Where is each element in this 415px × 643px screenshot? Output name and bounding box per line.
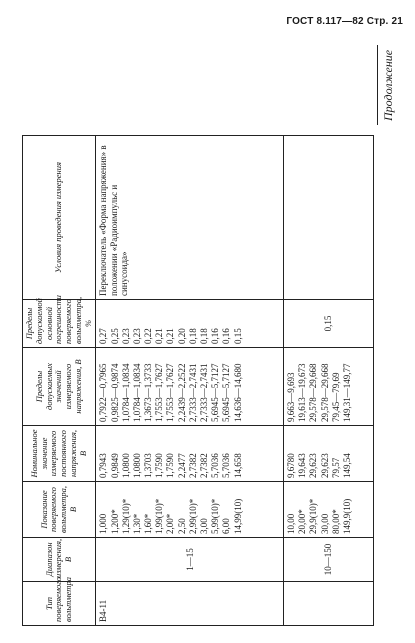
- table-cell-value: 2,7333—2,7431: [199, 363, 210, 422]
- table-cell-value: 0,16: [221, 328, 232, 344]
- table-row-group-1: [96, 136, 284, 626]
- cell-errors-group-1: [96, 300, 284, 348]
- table-cell-value: 0,21: [154, 328, 165, 344]
- table-cell-value: 0,9849: [109, 453, 120, 478]
- table-cell-value: 0,27: [98, 328, 109, 344]
- table-cell-value: 5,6945—5,7127: [210, 363, 221, 422]
- table-cell-value: 9,663—9,693: [286, 372, 297, 422]
- table-cell-value: 0,25: [109, 328, 120, 344]
- table-cell-value: 149,31—149,77: [341, 363, 352, 422]
- table-cell-value: 0,7943: [98, 453, 109, 478]
- table-cell-value: 1,3673—1,3733: [143, 363, 154, 422]
- cell-readings-group-2: [284, 482, 374, 538]
- table-cell-value: 79,57: [330, 457, 341, 478]
- table-cell-value: 2,50: [176, 518, 187, 534]
- table-cell-value: 80,00*: [330, 509, 341, 534]
- table-cell-value: 20,00*: [297, 509, 308, 534]
- table-cell-value: 0,23: [131, 328, 142, 344]
- table-cell-value: 1,7553—1,7627: [165, 363, 176, 422]
- page-header: ГОСТ 8.117—82 Стр. 21: [286, 16, 403, 27]
- table-cell-value: 29,623: [308, 453, 319, 478]
- table-cell-value: 5,99(10)*: [210, 498, 221, 534]
- table-cell-value: 0,22: [143, 328, 154, 344]
- table-cell-value: 6,00: [221, 518, 232, 534]
- table-cell-value: 2,2439—2,2522: [176, 363, 187, 422]
- table-cell-value: 19,643: [297, 453, 308, 478]
- cell-readings-group-1: [96, 482, 284, 538]
- table-row-group-2: [284, 136, 374, 626]
- continuation-label: [377, 45, 394, 125]
- table-cell-value: 1,3703: [143, 453, 154, 478]
- table-cell-value: 29,9(10)*: [308, 498, 319, 534]
- table-cell-value: 2,99(10)*: [187, 498, 198, 534]
- table-cell-value: 0,9825—0,9874: [109, 363, 120, 422]
- table-cell-value: 1,99(10)*: [154, 498, 165, 534]
- cell-type: В4-11: [96, 582, 284, 626]
- table-container: [22, 136, 374, 626]
- cell-conditions-2: [284, 136, 374, 300]
- header-range: Диапазон измерения, В: [23, 538, 96, 582]
- table-cell-value: 1,30*: [131, 513, 142, 534]
- table-cell-value: 0,7922—0,7965: [98, 363, 109, 422]
- header-error: Пределы допускаемой основной погрешности поверяемого вольтметра, %: [23, 300, 96, 348]
- table-cell-value: 29,578—29,668: [319, 363, 330, 422]
- table-cell-value: 149,9(10): [341, 498, 352, 534]
- cell-limits-group-1: [96, 348, 284, 426]
- table-cell-value: 5,7036: [210, 453, 221, 478]
- table-cell-value: 1,7590: [165, 453, 176, 478]
- cell-error-common: 0,15: [284, 300, 374, 348]
- table-cell-value: 0,18: [199, 328, 210, 344]
- table-cell-value: 1,000: [98, 513, 109, 534]
- cell-type-2: [284, 582, 374, 626]
- continuation-text: Продолжение: [381, 49, 395, 121]
- table-header-row: [23, 136, 96, 626]
- table-cell-value: 0,20: [176, 328, 187, 344]
- table-cell-value: 3,00: [199, 518, 210, 534]
- header-reading: Показание поверяемого вольтметра, В: [23, 482, 96, 538]
- table-cell-value: 2,7382: [199, 453, 210, 478]
- table-cell-value: 1,29(10)*: [120, 498, 131, 534]
- table-cell-value: 1,0800: [131, 453, 142, 478]
- table-cell-value: 14,658: [232, 453, 243, 478]
- table-cell-value: 1,7553—1,7627: [154, 363, 165, 422]
- verification-table: [22, 135, 374, 626]
- table-cell-value: 1,7590: [154, 453, 165, 478]
- cell-nominal-group-2: [284, 426, 374, 482]
- table-cell-value: 14,99(10): [232, 498, 243, 534]
- table-cell-value: 0,18: [187, 328, 198, 344]
- table-cell-value: 0,23: [120, 328, 131, 344]
- table-cell-value: 2,7333—2,7431: [187, 363, 198, 422]
- table-cell-value: 2,00*: [165, 513, 176, 534]
- table-cell-value: 29,578—29,668: [308, 363, 319, 422]
- cell-conditions: Переключатель «Форма напряжения» в положении «Радиоимпульс и синусоида»: [96, 136, 284, 300]
- table-cell-value: 5,6945—5,7127: [221, 363, 232, 422]
- table-cell-value: 0,16: [210, 328, 221, 344]
- table-cell-value: 5,7036: [221, 453, 232, 478]
- table-cell-value: 2,7382: [187, 453, 198, 478]
- table-cell-value: 149,54: [341, 453, 352, 478]
- table-cell-value: 0,21: [165, 328, 176, 344]
- header-limits: Пределы допускаемых значений измеряемого напряжения, В: [23, 348, 96, 426]
- table-cell-value: 79,45—79,69: [330, 372, 341, 422]
- header-conditions: Условия проведения измерения: [23, 136, 96, 300]
- table-cell-value: 9,6780: [286, 453, 297, 478]
- cell-limits-group-2: [284, 348, 374, 426]
- cell-range-2: 10—150: [284, 538, 374, 582]
- table-cell-value: 1,0784—1,0834: [131, 363, 142, 422]
- table-cell-value: 30,00: [319, 513, 330, 534]
- cell-nominal-group-1: [96, 426, 284, 482]
- table-cell-value: 1,0800: [120, 453, 131, 478]
- table-cell-value: 0,15: [232, 328, 243, 344]
- table-cell-value: 29,623: [319, 453, 330, 478]
- table-cell-value: 1,60*: [143, 513, 154, 534]
- table-cell-value: 2,2477: [176, 453, 187, 478]
- cell-range: 1—15: [96, 538, 284, 582]
- table-cell-value: 14,636—14,680: [232, 363, 243, 422]
- table-cell-value: 1,200*: [109, 509, 120, 534]
- table-cell-value: 10,00: [286, 513, 297, 534]
- table-cell-value: 1,0784—1,0834: [120, 363, 131, 422]
- header-type: Тип поверяемого вольтметра: [23, 582, 96, 626]
- header-nominal: Номинальное значение измеряемого постоянного напряжения, В: [23, 426, 96, 482]
- table-cell-value: 19,613—19,673: [297, 363, 308, 422]
